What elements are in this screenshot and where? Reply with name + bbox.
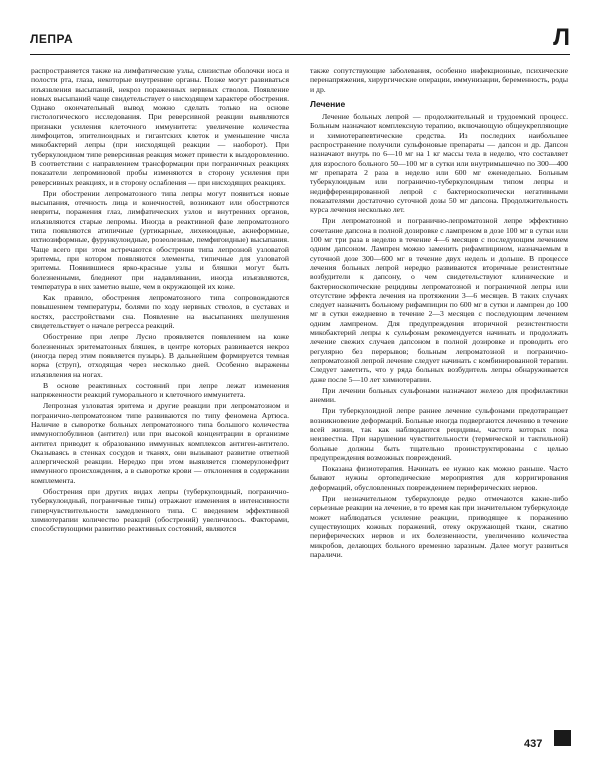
page-header — [30, 24, 570, 58]
paragraph: также сопутствующие заболевания, особенно инфекционные, психические перенапряжения, хирургические операции, иммунизации, беременность, роды и др. — [310, 66, 568, 94]
section-heading: Лечение — [310, 98, 346, 109]
paragraph: При незначительном туберкулоиде редко отмечаются какие-либо серьезные реакции на лечение, в то время как при значительном туберкулоиде может наблюдаться усиление реакции, приводящее к поражению существующих кожных поражений, отеку окружающей ткани, сжатию периферических нервов и их болезненности, увеличению количества микробов, делающих больного временно заразным. Далее могут развиться параличи. — [310, 494, 568, 559]
paragraph: При лепроматозной и погранично-лепроматозной лепре эффективно сочетание дапсона в полной дозировке с лампреном в дозе 100 мг в сутки или 100 мг три раза в неделю в течение 4—6 месяцев с последующим лечением одним дапсоном. Лампрен можно заменить рифампицином, назначаемым в суточной дозе 300—600 мг в течение двух недель и дольше. В процессе лечения больных лепрой нередко развиваются вторичные резистентные возбудители к дапсону, о чем свидетельствуют клинические и бактериоскопические рецидивы лепроматозной и пограничной лепры или отсутствие эффекта лечения на протяжении 3—6 месяцев. В таких случаях следует назначить больному рифампицин по 600 мг в сутки и лампрен до 100 мг в сутки ежедневно в течение 2—3 месяцев с последующим лечением одним лампреном. Для предупреждения вторичной резистентности микобактерий лепры к сульфонам рекомендуется начинать и продолжать лечение свежих случаев дапсоном в полной дозировке и проводить его регулярно без перерывов; больным лепроматозной и погранично-лепроматозной лепрой лечение следует начинать с комбинированной терапии. Следует заметить, что у ряда больных возбудитель лепры обнаруживается даже после 5—10 лет химиотерапии. — [310, 216, 568, 384]
paragraph: Обострение при лепре Лусио проявляется появлением на коже болезненных эритематозных бляшек, в центре которых развивается некроз (иногда перед этим появляется пузырь). В дальнейшем формируется темная корка (струп), отходящая через несколько дней. Особенно выражены изъязвления на ногах. — [31, 332, 289, 379]
paragraph: В основе реактивных состояний при лепре лежат изменения напряженности реакций гуморального и клеточного иммунитета. — [31, 380, 289, 400]
paragraph: распространяется также на лимфатические узлы, слизистые оболочки носа и полости рта, глаза, некоторые внутренние органы. Позже могут развиваться изъязвления высыпаний, некроз пораженных нервных стволов. Появление новых высыпаний чаще свидетельствует о нисходящем характере обострения. Однако окончательный вывод можно сделать только на основе гистологического исследования. При реверсивной реакции выявляются признаки усиления клеточного иммунитета: увеличение количества лимфоцитов, эпителиоидных и гигантских клеток и уменьшение числа микобактерий лепры (при нисходящей реакции — наоборот). При туберкулоидном типе реверсивная реакция может привести к выздоровлению. В соответствии с направлением трансформации при пограничных реакциях показатели лепроминовой пробы изменяются в сторону усиления при реверсивных реакциях, и в сторону ослабления — при нисходящих реакциях. — [31, 66, 289, 187]
paragraph: Обострения при других видах лепры (туберкулоидный, погранично-туберкулоидный, пограничные типы) отражают изменения в интенсивности гиперчувствительности замедленного типа. С введением эффективной химиотерапии количество реакций (обострений) увеличилось. Факторами, способствующими развитию реактивных состояний, являются — [31, 487, 289, 534]
paragraph: Лечение больных лепрой — продолжительный и трудоемкий процесс. Больным назначают комплексную терапию, включающую общеукрепляющие и химиотерапевтические средства. Из последних наибольшее распространение получили сульфоновые препараты — дапсон и др. Дапсон назначают внутрь по 6—10 мг на 1 кг массы тела в неделю, что составляет для взрослого больного 50—100 мг в сутки или внутримышечно по 300—400 мг препарата 2 раза в неделю или 600 мг еженедельно. Больным туберкулоидным или погранично-туберкулоидным типом лепры и недифференцированной лепрой с бактериоскопически негативными показателями достаточно суточной дозы 50 мг дапсона. Продолжительность курса лечения несколько лет. — [310, 112, 568, 215]
paragraph: При лечении больных сульфонами назначают железо для профилактики анемии. — [310, 385, 568, 405]
left-column — [31, 66, 289, 716]
paragraph: При обострении лепроматозного типа лепры могут появиться новые высыпания, отечность лица и конечностей, возникают или обостряются невриты, поражения глаз, лимфатических узлов и внутренних органов, изъязвляются старые лепромы. Иногда в реактивной фазе лепроматозного типа появляются атипичные (уртикарные, лихеноидные, акнеформные, ихтиозиформные, фурункулоидные, розеолезные, пемфигоидные) высыпания. Чаще всего при этом встречаются обострения типа лепрозной узловатой эритемы, при котором появляются элементы, типичные для узловатой эритемы. Появившиеся ярко-красные узлы и бляшки могут быть болезненными, бледнеют при надавливании, иногда изъязвляются, температура в них заметно выше, чем в окружающей их коже. — [31, 188, 289, 291]
right-column — [310, 66, 568, 716]
page-edge-tab — [554, 730, 571, 746]
page-number: 437 — [524, 738, 543, 750]
paragraph: Показана физиотерапия. Начинать ее нужно как можно раньше. Часто бывают нужны ортопедические мероприятия для корригирования деформаций, обусловленных повреждением периферических нервов. — [310, 464, 568, 492]
paragraph: Лепрозная узловатая эритема и другие реакции при лепроматозном и погранично-лепроматозном типе развиваются по типу феномена Артюса. Наличие в сыворотке больных лепроматозного типа большого количества иммуноглобулинов (антител) или при высокой концентрации в организме антител приводит к образованию иммунных комплексов антиген-антитело. Оказываясь в стенках сосудов и тканях, они вызывают развитие ответной аллергической реакции. Нередко при этом выявляется гломерулонефрит иммунного происхождения, а в сыворотке крови — отклонения в содержании комплемента. — [31, 401, 289, 485]
section-letter: Л — [553, 24, 570, 51]
paragraph: Как правило, обострения лепроматозного типа сопровождаются повышением температуры, болями по ходу нервных стволов, в суставах и костях, расстройствами сна. Появление на высыпаниях шелушения свидетельствует о начале регресса реакций. — [31, 293, 289, 331]
header-rule — [30, 54, 570, 55]
paragraph: При туберкулоидной лепре раннее лечение сульфонами предотвращает возникновение деформаций. Больные иногда подвергаются лечению в течение всей жизни, так как наблюдаются рецидивы, частота которых пока неизвестна. При нарушении чувствительности (термической и тактильной) больные должны быть тщательно проинструктированы с целью предупреждения возможных повреждений. — [310, 406, 568, 462]
running-title: ЛЕПРА — [30, 32, 74, 46]
